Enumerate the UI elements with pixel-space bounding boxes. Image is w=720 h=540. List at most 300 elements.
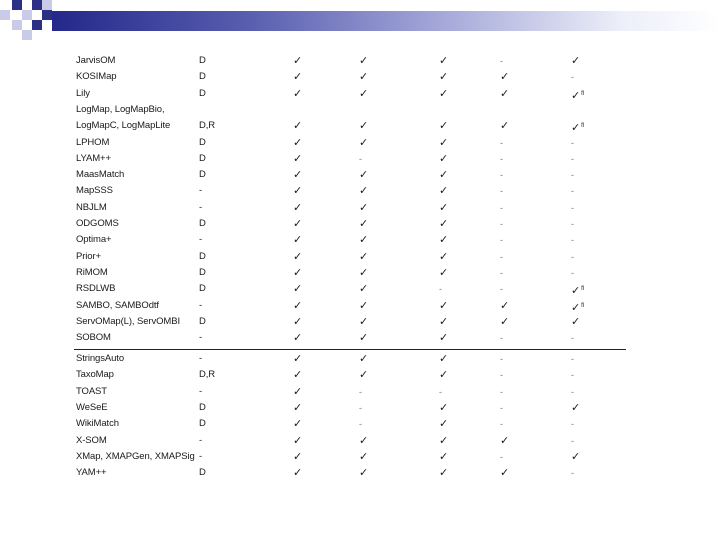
matcher-name: WeSeE [76, 401, 108, 413]
matcher-mode: D [199, 266, 206, 278]
matcher-name: JarvisOM [76, 55, 116, 66]
check-icon [439, 367, 448, 383]
check-icon [439, 151, 448, 167]
check-icon [500, 86, 509, 102]
check-icon [439, 200, 448, 216]
matcher-mode: - [199, 385, 203, 397]
dash-cell [359, 151, 362, 167]
cell-value: ✓ [293, 234, 303, 247]
dash-cell [571, 69, 574, 85]
check-icon [293, 183, 302, 199]
check-icon [439, 433, 448, 449]
cell-value: ✓ [359, 450, 369, 463]
dash-cell [500, 249, 503, 265]
matcher-name: X-SOM [76, 434, 107, 446]
matcher-name: MapSSS [76, 185, 113, 197]
check-icon [439, 265, 448, 281]
cell-value: ✓ [293, 315, 303, 328]
table-row [0, 281, 720, 297]
check-icon [293, 384, 302, 400]
check-icon [293, 53, 302, 69]
cell-value: - [500, 186, 503, 197]
matcher-mode: - [199, 201, 203, 213]
matcher-name: YAM++ [76, 467, 107, 479]
matcher-mode: D [199, 87, 206, 99]
cell-value: ✓ [293, 120, 303, 133]
cell-value: - [571, 370, 574, 381]
matcher-mode: - [199, 332, 203, 344]
matcher-mode: - [199, 234, 203, 246]
check-icon [293, 249, 302, 265]
cell-value: ✓ [359, 55, 369, 67]
table-row [0, 400, 720, 416]
matcher-mode: D [199, 467, 206, 479]
cell-value: ✓ [439, 266, 449, 279]
cell-value: ✓ [293, 283, 303, 296]
cell-value: ✓ [293, 266, 303, 279]
cell-value: ✓ [293, 332, 303, 345]
dash-cell [500, 416, 503, 432]
cell-value: - [571, 419, 574, 430]
cell-value: - [571, 72, 574, 83]
dash-cell [500, 135, 503, 151]
cell-value: ✓ [293, 385, 303, 398]
cell-value: ✓ [500, 315, 510, 328]
matcher-name: Lily [76, 87, 90, 99]
matcher-name: ServOMap(L), ServOMBI [76, 315, 181, 327]
table-row [0, 465, 720, 481]
check-icon [293, 351, 302, 367]
dash-cell [359, 416, 362, 432]
check-icon [571, 400, 580, 416]
matcher-name: RiMOM [76, 266, 108, 278]
check-icon [571, 449, 580, 465]
matcher-mode: D [199, 136, 206, 148]
table-row [0, 384, 720, 400]
check-icon [293, 367, 302, 383]
check-icon [359, 135, 368, 151]
dash-cell [500, 216, 503, 232]
cell-value: ✓ [571, 401, 581, 414]
cell-value: ✓ [439, 152, 449, 165]
check-icon [293, 265, 302, 281]
table-row [0, 416, 720, 432]
matcher-name: NBJLM [76, 201, 107, 213]
cell-value: ✓ [293, 201, 303, 214]
check-icon [439, 135, 448, 151]
cell-value: - [500, 451, 503, 462]
cell-value: - [500, 170, 503, 181]
matcher-mode: - [199, 450, 203, 462]
check-icon [439, 249, 448, 265]
cell-value: - [571, 137, 574, 148]
cell-value: ✓ [359, 71, 369, 84]
table-row [0, 216, 720, 232]
check-icon [359, 265, 368, 281]
cell-value: - [571, 435, 574, 446]
matcher-name: LPHOM [76, 136, 110, 148]
cell-value: ✓ [293, 152, 303, 165]
table-row [0, 298, 720, 314]
matcher-mode: D [199, 152, 206, 164]
matcher-name: RSDLWB [76, 283, 116, 295]
check-icon [293, 151, 302, 167]
table-row [0, 167, 720, 183]
dash-cell [500, 167, 503, 183]
table-row [0, 86, 720, 102]
cell-value: - [571, 354, 574, 364]
check-icon [500, 433, 509, 449]
matcher-name: LYAM++ [76, 152, 111, 164]
cell-value: ✓ [571, 315, 581, 328]
dash-cell [571, 465, 574, 481]
cell-value: ✓ [359, 315, 369, 328]
cell-value: - [439, 284, 442, 295]
cell-value: ✓ [439, 353, 449, 365]
check-icon [571, 281, 584, 299]
matcher-name: ODGOMS [76, 218, 119, 229]
dash-cell [571, 232, 574, 248]
check-icon [439, 298, 448, 314]
cell-value: ✓ [359, 136, 369, 149]
check-icon [439, 465, 448, 481]
cell-value: ✓ [293, 169, 303, 182]
cell-value: ✓ [571, 55, 581, 67]
check-icon [293, 232, 302, 248]
cell-value: ✓ [571, 122, 581, 135]
cell-value: ✓ [293, 450, 303, 463]
matcher-name: MaasMatch [76, 169, 125, 181]
cell-value: ✓ [293, 401, 303, 414]
matcher-name: StringsAuto [76, 353, 125, 364]
matcher-name: Prior+ [76, 250, 102, 262]
check-icon [293, 69, 302, 85]
cell-value: ✓ [439, 55, 449, 67]
cell-value: ✓ [293, 136, 303, 149]
cell-value: ✓ [293, 55, 303, 67]
check-icon [439, 216, 448, 232]
check-icon [439, 416, 448, 432]
table-row [0, 351, 720, 367]
dash-cell [500, 183, 503, 199]
cell-value: ✓ [439, 315, 449, 328]
check-icon [359, 281, 368, 297]
dash-cell [359, 400, 362, 416]
matcher-name: TaxoMap [76, 369, 114, 381]
table-row [0, 314, 720, 330]
table-row [0, 102, 720, 118]
table-row [0, 69, 720, 85]
matcher-name: LogMapC, LogMapLite [76, 120, 171, 132]
check-icon [293, 330, 302, 346]
check-icon [571, 118, 584, 136]
cell-value: ✓ [359, 434, 369, 447]
check-icon [571, 298, 584, 316]
cell-value: - [359, 402, 362, 413]
cell-value: ✓ [439, 418, 449, 431]
cell-value: ✓ [359, 185, 369, 198]
check-icon [439, 183, 448, 199]
cell-value: ✓ [571, 285, 581, 298]
check-icon [439, 167, 448, 183]
check-icon [439, 53, 448, 69]
cell-value: - [500, 56, 503, 66]
matcher-mode: - [199, 185, 203, 197]
cell-value: ✓ [359, 369, 369, 382]
table-row [0, 118, 720, 134]
cell-value: ✓ [439, 218, 449, 230]
cell-value: - [500, 137, 503, 148]
cell-value: - [500, 251, 503, 262]
cell-value: ✓ [500, 299, 510, 312]
check-icon [439, 314, 448, 330]
dash-cell [500, 265, 503, 281]
matcher-mode: D [199, 71, 206, 83]
cell-value: ✓ [500, 87, 510, 100]
check-icon [293, 281, 302, 297]
table-row [0, 433, 720, 449]
check-icon [500, 298, 509, 314]
cell-value: ✓ [293, 250, 303, 263]
dash-cell [500, 400, 503, 416]
cell-value: - [500, 419, 503, 430]
matcher-mode: D [199, 418, 206, 430]
dash-cell [571, 135, 574, 151]
cell-value: ✓ [293, 185, 303, 198]
cell-value: ✓ [500, 120, 510, 133]
dash-cell [439, 384, 442, 400]
dash-cell [571, 265, 574, 281]
dash-cell [500, 367, 503, 383]
table-row [0, 200, 720, 216]
cell-value: - [571, 153, 574, 164]
cell-value: - [500, 370, 503, 381]
check-icon [293, 216, 302, 232]
check-icon [439, 449, 448, 465]
cell-value: ✓ [293, 71, 303, 84]
cell-value: - [571, 235, 574, 246]
dash-cell [571, 183, 574, 199]
cell-value: ✓ [359, 234, 369, 247]
dash-cell [571, 167, 574, 183]
dash-cell [500, 449, 503, 465]
matcher-mode: - [199, 299, 203, 311]
check-icon [293, 86, 302, 102]
check-icon [500, 118, 509, 134]
matcher-mode: D [199, 283, 206, 295]
matcher-mode: D,R [199, 120, 216, 132]
cell-value: ✓ [293, 87, 303, 100]
cell-value: - [571, 386, 574, 397]
check-icon [359, 216, 368, 232]
check-icon [439, 86, 448, 102]
check-icon [439, 69, 448, 85]
cell-value: ✓ [359, 266, 369, 279]
cell-value: ✓ [571, 450, 581, 463]
check-icon [359, 167, 368, 183]
footnote-marker: fl [581, 123, 584, 130]
cell-value: - [500, 333, 503, 344]
check-icon [293, 118, 302, 134]
check-icon [359, 118, 368, 134]
cell-value: - [571, 251, 574, 262]
check-icon [439, 330, 448, 346]
cell-value: ✓ [439, 71, 449, 84]
cell-value: - [500, 354, 503, 364]
matcher-name: TOAST [76, 385, 107, 397]
check-icon [500, 465, 509, 481]
matcher-mode: - [199, 353, 203, 364]
cell-value: ✓ [439, 120, 449, 133]
cell-value: ✓ [359, 467, 369, 480]
matcher-name: KOSIMap [76, 71, 117, 83]
dash-cell [571, 151, 574, 167]
check-icon [293, 400, 302, 416]
footnote-marker: fl [581, 90, 584, 97]
check-icon [439, 232, 448, 248]
check-icon [571, 314, 580, 330]
dash-cell [359, 384, 362, 400]
check-icon [571, 86, 584, 104]
check-icon [359, 449, 368, 465]
matcher-name: SOBOM [76, 332, 111, 344]
table-row [0, 367, 720, 383]
cell-value: ✓ [439, 234, 449, 247]
footnote-marker: fl [581, 286, 584, 293]
check-icon [359, 200, 368, 216]
matcher-mode: - [199, 434, 203, 446]
cell-value: ✓ [439, 201, 449, 214]
dash-cell [571, 200, 574, 216]
table-row [0, 449, 720, 465]
cell-value: - [571, 333, 574, 344]
cell-value: - [500, 235, 503, 246]
table-row [0, 183, 720, 199]
cell-value: - [571, 202, 574, 213]
check-icon [359, 330, 368, 346]
dash-cell [571, 330, 574, 346]
cell-value: ✓ [571, 89, 581, 102]
check-icon [359, 249, 368, 265]
check-icon [293, 135, 302, 151]
table-row [0, 249, 720, 265]
check-icon [359, 465, 368, 481]
cell-value: ✓ [359, 299, 369, 312]
cell-value: ✓ [439, 87, 449, 100]
footnote-marker: fl [581, 302, 584, 309]
dash-cell [571, 384, 574, 400]
cell-value: ✓ [293, 467, 303, 480]
cell-value: - [571, 186, 574, 197]
table-row [0, 151, 720, 167]
check-icon [439, 400, 448, 416]
check-icon [359, 53, 368, 69]
dash-cell [500, 200, 503, 216]
check-icon [293, 298, 302, 314]
dash-cell [500, 53, 503, 69]
check-icon [359, 86, 368, 102]
cell-value: ✓ [359, 218, 369, 230]
cell-value: - [359, 153, 362, 164]
cell-value: - [359, 419, 362, 430]
cell-value: ✓ [439, 169, 449, 182]
check-icon [293, 449, 302, 465]
dash-cell [500, 384, 503, 400]
cell-value: ✓ [500, 467, 510, 480]
cell-value: - [500, 402, 503, 413]
cell-value: - [571, 267, 574, 278]
cell-value: ✓ [359, 120, 369, 133]
cell-value: ✓ [293, 218, 303, 230]
check-icon [359, 314, 368, 330]
check-icon [293, 200, 302, 216]
dash-cell [500, 232, 503, 248]
matcher-name: LogMap, LogMapBio, [76, 103, 165, 115]
cell-value: ✓ [571, 301, 581, 314]
dash-cell [571, 249, 574, 265]
check-icon [359, 298, 368, 314]
check-icon [439, 351, 448, 367]
table-row [0, 232, 720, 248]
dash-cell [439, 281, 442, 297]
cell-value: ✓ [439, 185, 449, 198]
cell-value: - [500, 153, 503, 164]
matcher-mode: D [199, 401, 206, 413]
table-row [0, 265, 720, 281]
cell-value: - [571, 170, 574, 181]
cell-value: ✓ [439, 401, 449, 414]
dash-cell [571, 367, 574, 383]
check-icon [500, 69, 509, 85]
dash-cell [500, 281, 503, 297]
cell-value: - [571, 468, 574, 479]
cell-value: ✓ [359, 283, 369, 296]
cell-value: ✓ [293, 434, 303, 447]
check-icon [359, 183, 368, 199]
check-icon [500, 314, 509, 330]
matcher-mode: D [199, 315, 206, 327]
check-icon [359, 232, 368, 248]
cell-value: ✓ [439, 299, 449, 312]
matcher-mode: D [199, 250, 206, 262]
check-icon [293, 416, 302, 432]
cell-value: - [439, 386, 442, 397]
matcher-mode: D [199, 169, 206, 181]
matcher-mode: D,R [199, 369, 216, 381]
cell-value: ✓ [439, 250, 449, 263]
cell-value: - [500, 267, 503, 278]
cell-value: ✓ [359, 332, 369, 345]
dash-cell [571, 216, 574, 232]
table-row [0, 53, 720, 69]
cell-value: ✓ [293, 299, 303, 312]
cell-value: ✓ [439, 450, 449, 463]
cell-value: ✓ [439, 136, 449, 149]
cell-value: ✓ [293, 353, 303, 365]
cell-value: ✓ [359, 201, 369, 214]
check-icon [359, 69, 368, 85]
cell-value: ✓ [439, 434, 449, 447]
cell-value: ✓ [359, 250, 369, 263]
table-row [0, 135, 720, 151]
check-icon [293, 314, 302, 330]
cell-value: - [500, 219, 503, 229]
check-icon [359, 351, 368, 367]
table-row [0, 330, 720, 346]
cell-value: ✓ [439, 467, 449, 480]
check-icon [293, 433, 302, 449]
matcher-name: WikiMatch [76, 418, 119, 430]
